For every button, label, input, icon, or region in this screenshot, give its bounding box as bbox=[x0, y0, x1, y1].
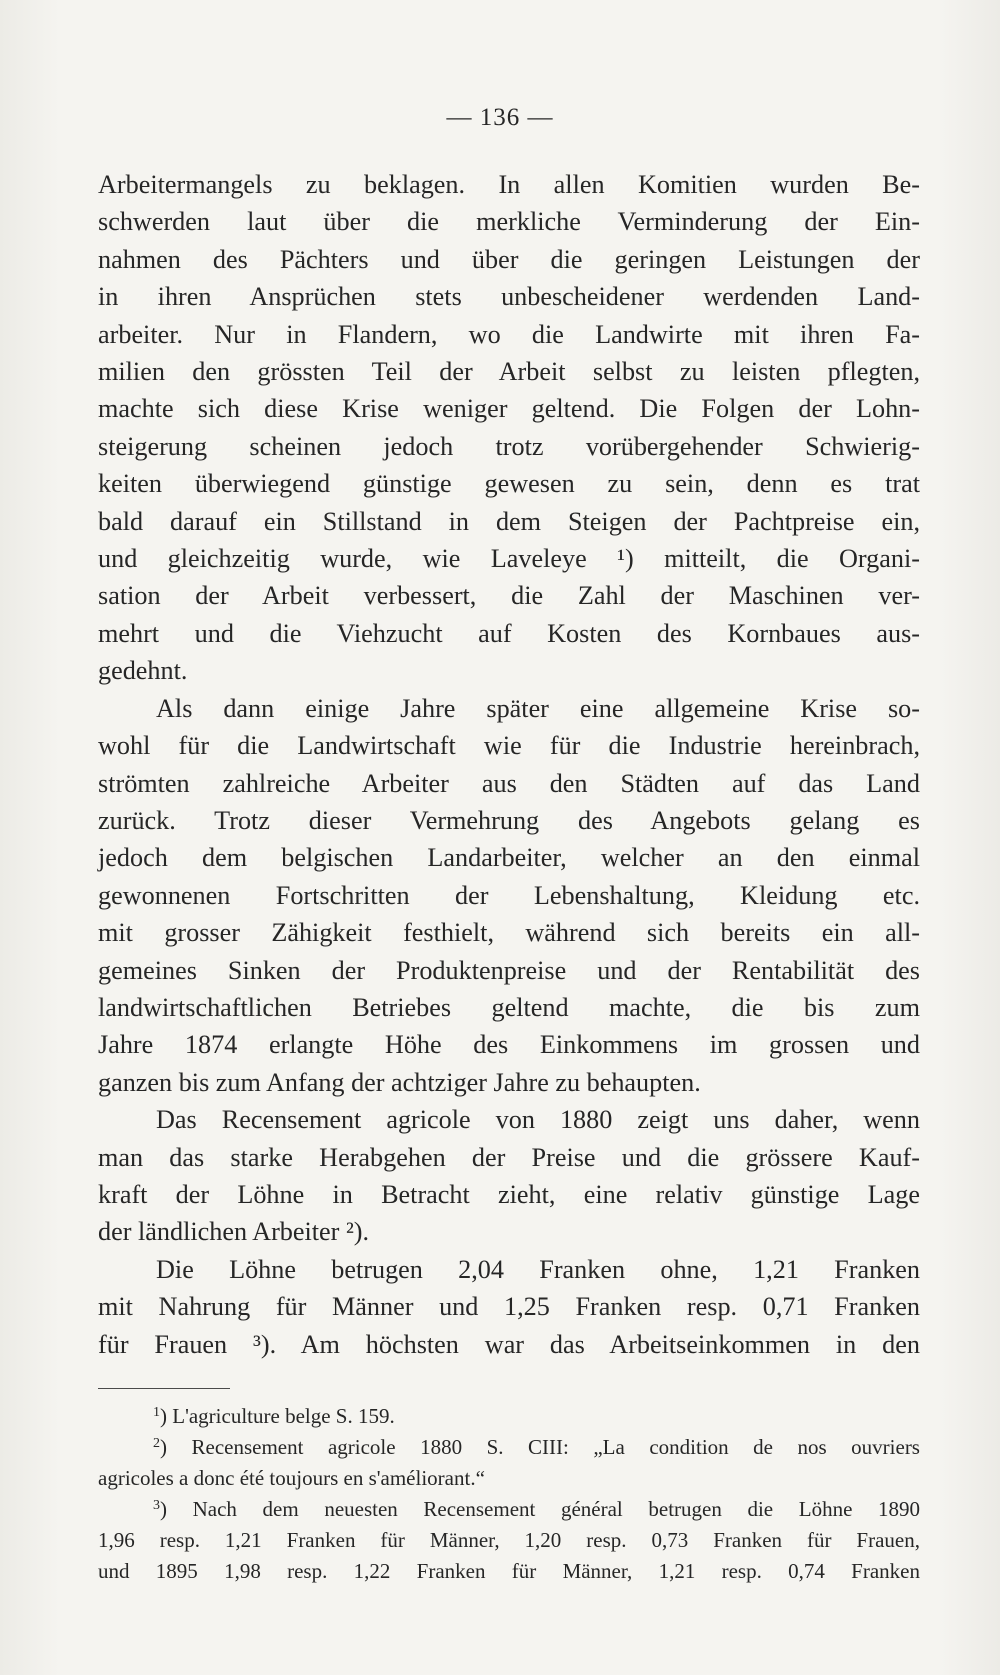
body-line: Die Löhne betrugen 2,04 Franken ohne, 1,21 Franken bbox=[156, 1254, 920, 1284]
body-line: strömten zahlreiche Arbeiter aus den Städten auf das Land bbox=[98, 768, 920, 798]
footnotes bbox=[98, 1401, 920, 1587]
body-line: gedehnt. bbox=[98, 656, 188, 686]
body-line: gemeines Sinken der Produktenpreise und der Rentabilität des bbox=[98, 955, 920, 985]
paragraph-1 bbox=[98, 166, 920, 652]
body-text bbox=[98, 166, 920, 1363]
paragraph-3 bbox=[98, 1101, 920, 1213]
body-line: ganzen bis zum Anfang der achtziger Jahre zu behaupten. bbox=[98, 1067, 701, 1097]
paragraph-1-end bbox=[98, 652, 920, 689]
footnote-mark: 3 bbox=[153, 1498, 160, 1513]
footnote-line: Recensement agricole 1880 S. CIII: „La condition de nos ouvriers bbox=[191, 1435, 920, 1459]
body-line: milien den grössten Teil der Arbeit selbst zu leisten pflegten, bbox=[98, 357, 920, 387]
paragraph-2-end bbox=[98, 1064, 920, 1101]
footnote-mark: 1 bbox=[153, 1405, 160, 1420]
body-line: man das starke Herabgehen der Preise und die grössere Kauf- bbox=[98, 1142, 920, 1172]
body-line: zurück. Trotz dieser Vermehrung des Angebots gelang es bbox=[98, 805, 920, 835]
body-line: wohl für die Landwirtschaft wie für die Industrie hereinbrach, bbox=[98, 731, 920, 761]
paragraph-4 bbox=[98, 1251, 920, 1363]
body-line: jedoch dem belgischen Landarbeiter, welcher an den einmal bbox=[98, 843, 920, 873]
body-line: machte sich diese Krise weniger geltend. Die Folgen der Lohn- bbox=[98, 394, 920, 424]
footnote-2-end bbox=[98, 1463, 920, 1494]
body-line: für Frauen ³). Am höchsten war das Arbeitseinkommen in den bbox=[98, 1329, 920, 1359]
footnote-divider bbox=[98, 1388, 230, 1389]
body-line: in ihren Ansprüchen stets unbescheidener werdenden Land- bbox=[98, 282, 920, 312]
footnote-2: $^2$) Recensement agricole 1880 S. CIII: „La condition de nos ouvriers bbox=[153, 1435, 920, 1459]
body-line: keiten überwiegend günstige gewesen zu sein, denn es trat bbox=[98, 469, 920, 499]
body-line: mit Nahrung für Männer und 1,25 Franken resp. 0,71 Franken bbox=[98, 1292, 920, 1322]
footnote-3-cont bbox=[98, 1525, 920, 1587]
paragraph-3-end bbox=[98, 1213, 920, 1250]
footnote-1: $^1$) L'agriculture belge S. 159. bbox=[153, 1404, 395, 1428]
body-line: mit grosser Zähigkeit festhielt, während sich bereits ein all- bbox=[98, 918, 920, 948]
body-line: Das Recensement agricole von 1880 zeigt uns daher, wenn bbox=[156, 1105, 920, 1135]
body-line: Als dann einige Jahre später eine allgemeine Krise so- bbox=[156, 693, 920, 723]
body-line: sation der Arbeit verbessert, die Zahl der Maschinen ver- bbox=[98, 581, 920, 611]
body-line: schwerden laut über die merkliche Verminderung der Ein- bbox=[98, 207, 920, 237]
footnote-line: L'agriculture belge S. 159. bbox=[172, 1404, 395, 1428]
body-line: landwirtschaftlichen Betriebes geltend machte, die bis zum bbox=[98, 992, 920, 1022]
page-number: — 136 — bbox=[446, 104, 554, 131]
footnote-mark: 2 bbox=[153, 1436, 160, 1451]
footnote-3: $^3$) Nach dem neuesten Recensement général betrugen die Löhne 1890 bbox=[153, 1497, 921, 1521]
body-line: kraft der Löhne in Betracht zieht, eine relativ günstige Lage bbox=[98, 1179, 920, 1209]
footnote-line: und 1895 1,98 resp. 1,22 Franken für Männer, 1,21 resp. 0,74 Franken bbox=[98, 1559, 920, 1583]
body-line: Arbeitermangels zu beklagen. In allen Komitien wurden Be- bbox=[98, 170, 920, 199]
body-line: steigerung scheinen jedoch trotz vorübergehender Schwierig- bbox=[98, 431, 920, 461]
body-line: der ländlichen Arbeiter ²). bbox=[98, 1217, 370, 1247]
body-line: nahmen des Pächters und über die geringen Leistungen der bbox=[98, 244, 920, 274]
body-line: arbeiter. Nur in Flandern, wo die Landwirte mit ihren Fa- bbox=[98, 319, 920, 349]
footnote-line: agricoles a donc été toujours en s'améliorant.“ bbox=[98, 1466, 485, 1490]
body-line: und gleichzeitig wurde, wie Laveleye ¹) mitteilt, die Organi- bbox=[98, 544, 920, 574]
paragraph-2 bbox=[98, 690, 920, 1064]
body-line: Jahre 1874 erlangte Höhe des Einkommens im grossen und bbox=[98, 1030, 920, 1060]
body-line: gewonnenen Fortschritten der Lebenshaltung, Kleidung etc. bbox=[98, 880, 920, 910]
footnote-line: Nach dem neuesten Recensement général betrugen die Löhne 1890 bbox=[192, 1497, 921, 1521]
footnote-line: 1,96 resp. 1,21 Franken für Männer, 1,20 resp. 0,73 Franken für Frauen, bbox=[98, 1528, 920, 1552]
body-line: mehrt und die Viehzucht auf Kosten des Kornbaues aus- bbox=[98, 618, 920, 648]
body-line: bald darauf ein Stillstand in dem Steigen der Pachtpreise ein, bbox=[98, 506, 920, 536]
